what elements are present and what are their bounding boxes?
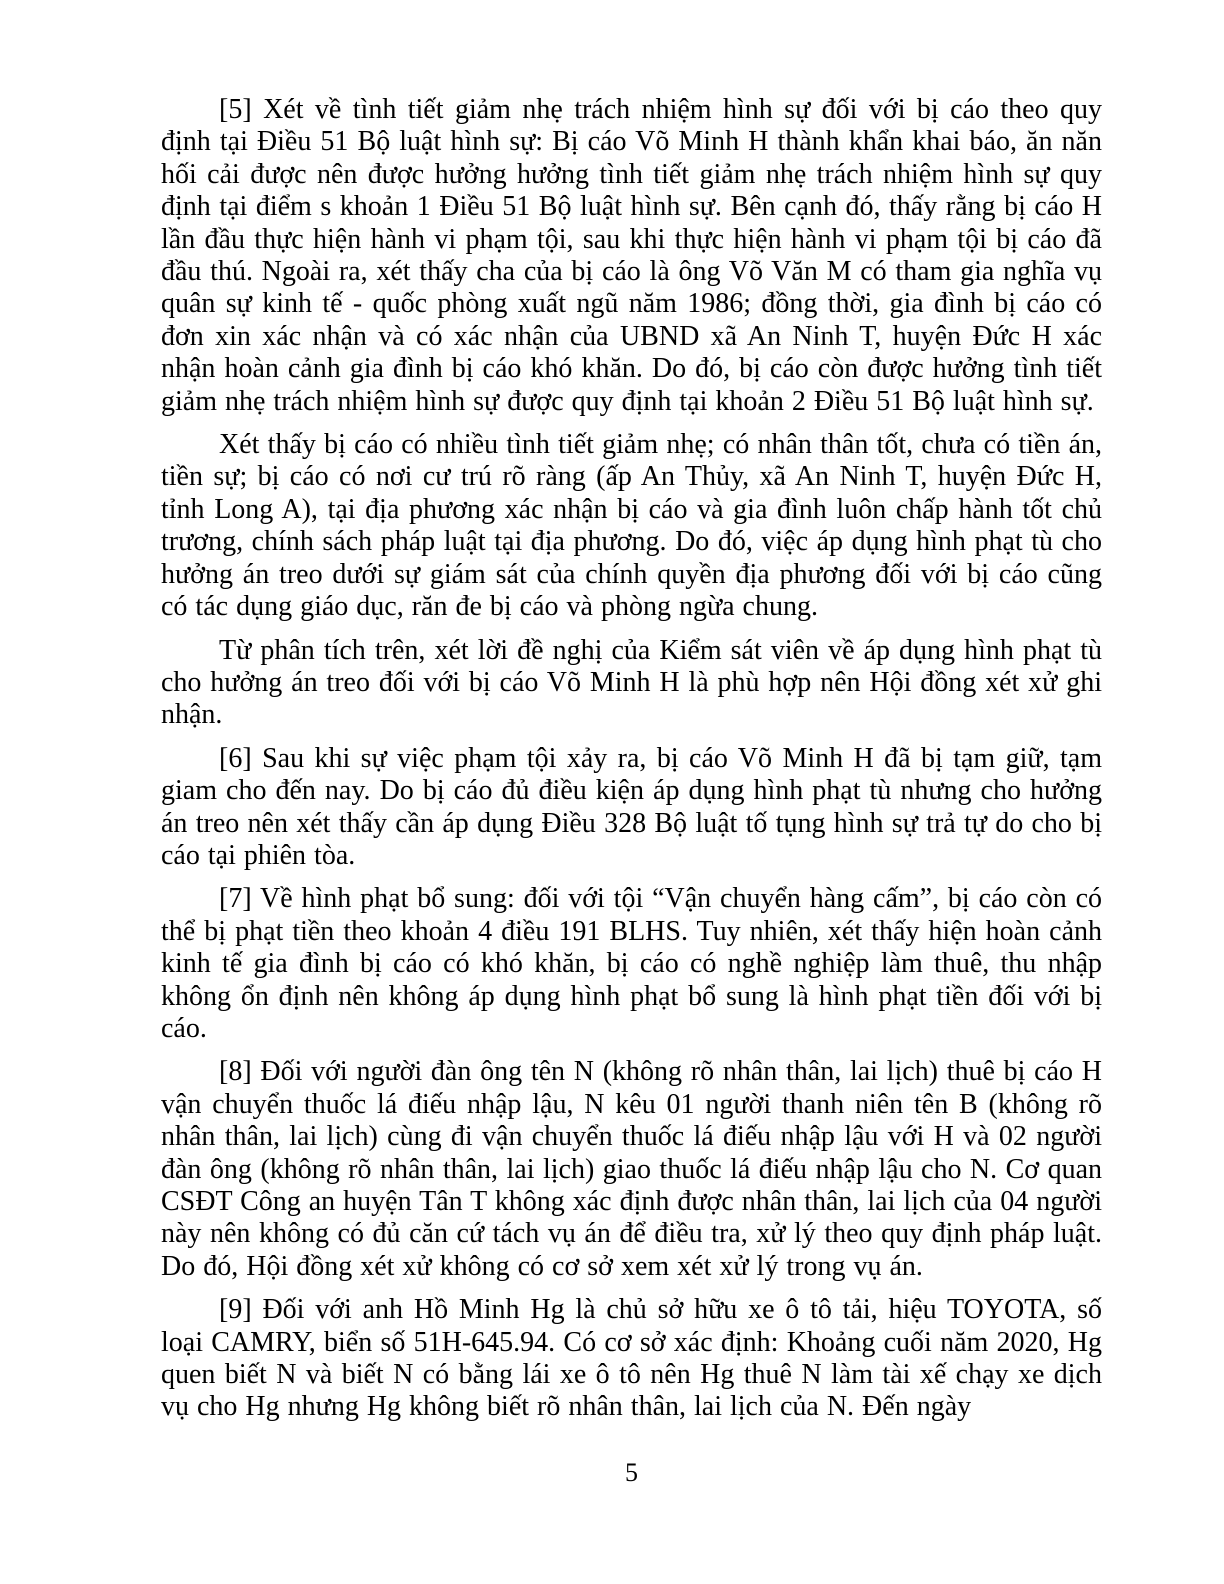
paragraph-good-background: Xét thấy bị cáo có nhiều tình tiết giảm nhẹ; có nhân thân tốt, chưa có tiền án, tiền sự; bị cáo có nơi cư trú rõ ràng (ấp An Thủy, xã An Ninh T, huyện Đức H, tỉnh Long A), tại địa phương xác nhận bị cáo và gia đình luôn chấp hành tốt chủ trương, chính sách pháp luật tại địa phương. Do đó, việc áp dụng hình phạt tù cho hưởng án treo dưới sự giám sát của chính quyền địa phương đối với bị cáo cũng có tác dụng giáo dục, răn đe bị cáo và phòng ngừa chung. [161,429,1102,623]
judgment-text-block [161,94,1102,1435]
paragraph-7-supplementary-penalty: [7] Về hình phạt bổ sung: đối với tội “Vận chuyển hàng cấm”, bị cáo còn có thể bị phạt tiền theo khoản 4 điều 191 BLHS. Tuy nhiên, xét thấy hiện hoàn cảnh kinh tế gia đình bị cáo có khó khăn, bị cáo có nghề nghiệp làm thuê, thu nhập không ổn định nên không áp dụng hình phạt bổ sung là hình phạt tiền đối với bị cáo. [161,883,1102,1044]
paragraph-5-mitigating-circumstances: [5] Xét về tình tiết giảm nhẹ trách nhiệm hình sự đối với bị cáo theo quy định tại Điều 51 Bộ luật hình sự: Bị cáo Võ Minh H thành khẩn khai báo, ăn năn hối cải được nên được hưởng hưởng tình tiết giảm nhẹ trách nhiệm hình sự quy định tại điểm s khoản 1 Điều 51 Bộ luật hình sự. Bên cạnh đó, thấy rằng bị cáo H lần đầu thực hiện hành vi phạm tội, sau khi thực hiện hành vi phạm tội bị cáo đã đầu thú. Ngoài ra, xét thấy cha của bị cáo là ông Võ Văn M có tham gia nghĩa vụ quân sự kinh tế - quốc phòng xuất ngũ năm 1986; đồng thời, gia đình bị cáo có đơn xin xác nhận và có xác nhận của UBND xã An Ninh T, huyện Đức H xác nhận hoàn cảnh gia đình bị cáo khó khăn. Do đó, bị cáo còn được hưởng tình tiết giảm nhẹ trách nhiệm hình sự được quy định tại khoản 2 Điều 51 Bộ luật hình sự. [161,94,1102,417]
paragraph-6-detention-release: [6] Sau khi sự việc phạm tội xảy ra, bị cáo Võ Minh H đã bị tạm giữ, tạm giam cho đến nay. Do bị cáo đủ điều kiện áp dụng hình phạt tù nhưng cho hưởng án treo nên xét thấy cần áp dụng Điều 328 Bộ luật tố tụng hình sự trả tự do cho bị cáo tại phiên tòa. [161,742,1102,871]
paragraph-9-vehicle-owner: [9] Đối với anh Hồ Minh Hg là chủ sở hữu xe ô tô tải, hiệu TOYOTA, số loại CAMRY, biển số 51H-645.94. Có cơ sở xác định: Khoảng cuối năm 2020, Hg quen biết N và biết N có bằng lái xe ô tô nên Hg thuê N làm tài xế chạy xe dịch vụ cho Hg nhưng Hg không biết rõ nhân thân, lai lịch của N. Đến ngày [161,1294,1102,1423]
page-number: 5 [625,1458,638,1487]
paragraph-prosecutor-proposal: Từ phân tích trên, xét lời đề nghị của Kiểm sát viên về áp dụng hình phạt tù cho hưởng án treo đối với bị cáo Võ Minh H là phù hợp nên Hội đồng xét xử ghi nhận. [161,634,1102,731]
paragraph-8-unidentified-persons: [8] Đối với người đàn ông tên N (không rõ nhân thân, lai lịch) thuê bị cáo H vận chuyển thuốc lá điếu nhập lậu, N kêu 01 người thanh niên tên B (không rõ nhân thân, lai lịch) cùng đi vận chuyển thuốc lá điếu nhập lậu với H và 02 người đàn ông (không rõ nhân thân, lai lịch) giao thuốc lá điếu nhập lậu cho N. Cơ quan CSĐT Công an huyện Tân T không xác định được nhân thân, lai lịch của 04 người này nên không có đủ căn cứ tách vụ án để điều tra, xử lý theo quy định pháp luật. Do đó, Hội đồng xét xử không có cơ sở xem xét xử lý trong vụ án. [161,1056,1102,1282]
page-footer [161,1458,1102,1488]
